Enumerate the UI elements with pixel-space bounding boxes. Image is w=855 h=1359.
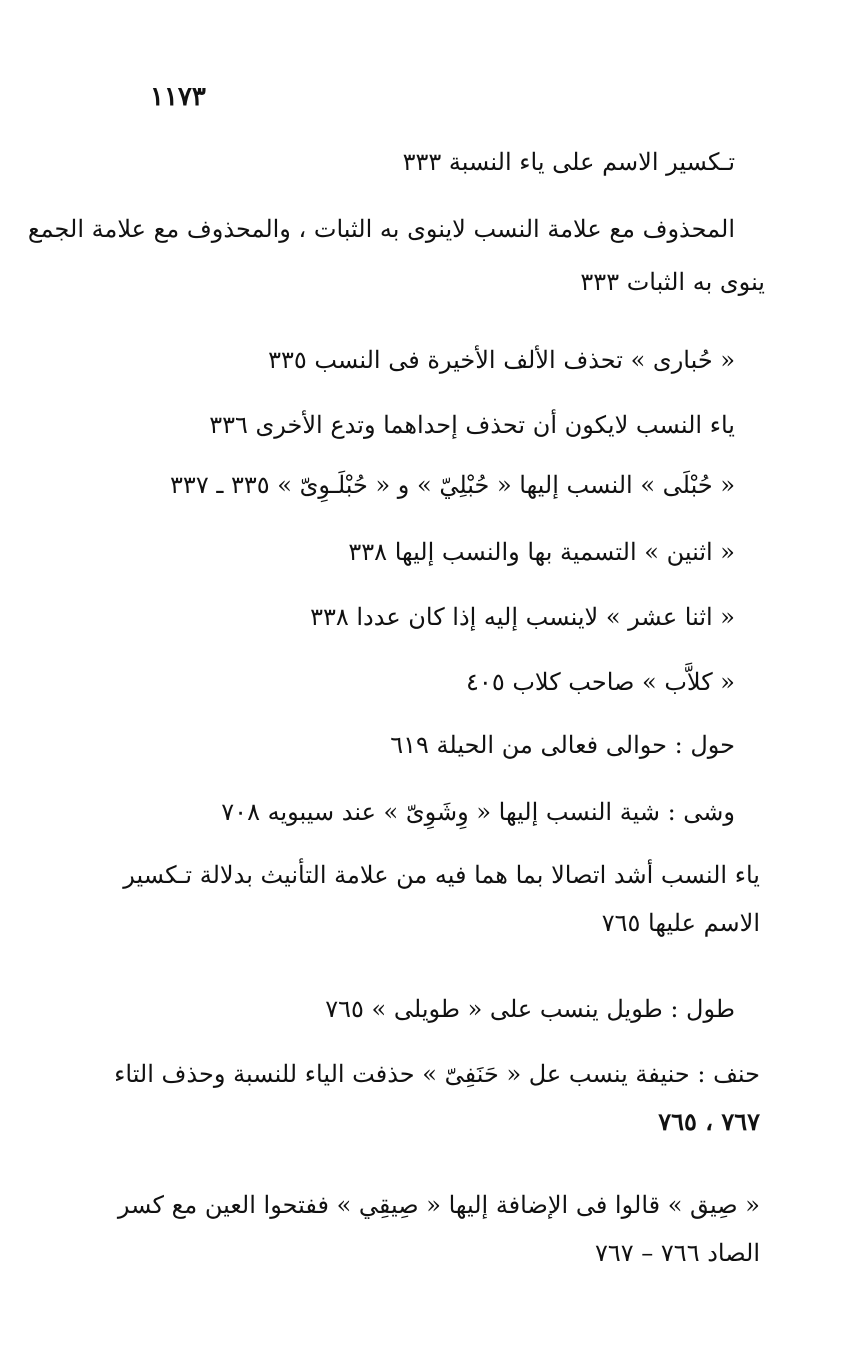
index-entry-line: ٧٦٧ ، ٧٦٥ [658, 1107, 760, 1136]
index-entry-line: طول : طويل ينسب على « طويلى » ٧٦٥ [325, 995, 735, 1023]
index-entry-line: الاسم عليها ٧٦٥ [601, 909, 760, 937]
index-entry-line: ينوى به الثبات ٣٣٣ [580, 268, 765, 296]
index-entry-line: حول : حوالى فعالى من الحيلة ٦١٩ [390, 731, 735, 759]
index-entry-line: حنف : حنيفة ينسب عل « حَنَفِىّ » حذفت الياء للنسبة وحذف التاء [114, 1060, 760, 1088]
index-entry-line: « اثنين » التسمية بها والنسب إليها ٣٣٨ [348, 538, 735, 566]
index-entry-line: وشى : شية النسب إليها « وِشَوِىّ » عند سيبويه ٧٠٨ [221, 798, 735, 826]
index-entry-line: المحذوف مع علامة النسب لاينوى به الثبات ، والمحذوف مع علامة الجمع [27, 215, 735, 243]
page-number: ١١٧٣ [150, 82, 206, 112]
index-entry-line: « صِيق » قالوا فى الإضافة إليها « صِيقِي » ففتحوا العين مع كسر [117, 1191, 760, 1219]
index-entry-line: « اثنا عشر » لاينسب إليه إذا كان عددا ٣٣٨ [310, 603, 735, 631]
index-entry-line: « حُبْلَى » النسب إليها « حُبْلِيّ » و « حُبْلَـوِىّ » ٣٣٥ ـ ٣٣٧ [170, 471, 735, 499]
index-entry-line: « كلاَّب » صاحب كلاب ٤٠٥ [466, 668, 735, 696]
index-entry-line: « حُبارى » تحذف الألف الأخيرة فى النسب ٣٣٥ [268, 346, 735, 374]
index-entry-heading: تـكسير الاسم على ياء النسبة ٣٣٣ [402, 148, 735, 176]
index-entry-line: الصاد ٧٦٦ – ٧٦٧ [594, 1239, 760, 1267]
index-entry-line: ياء النسب أشد اتصالا بما هما فيه من علامة التأنيث بدلالة تـكسير [123, 861, 760, 889]
index-entry-line: ياء النسب لايكون أن تحذف إحداهما وتدع الأخرى ٣٣٦ [209, 411, 735, 439]
